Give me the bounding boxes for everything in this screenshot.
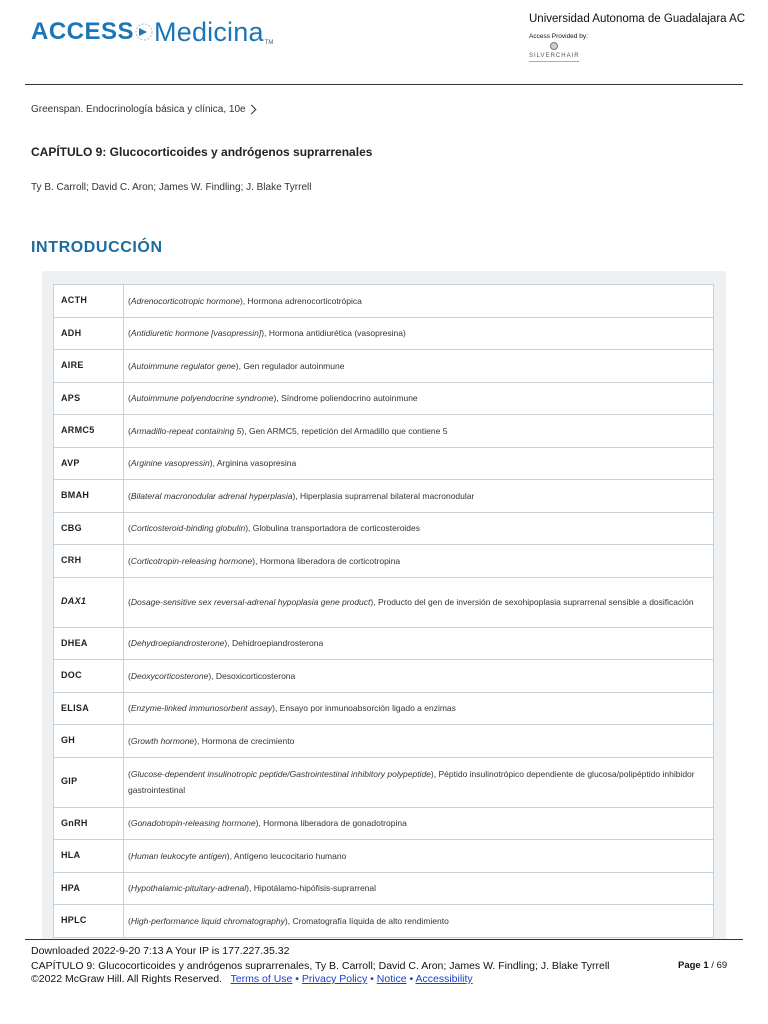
definition-english: Human leukocyte antigen <box>130 850 227 861</box>
definition-spanish: Gen ARMC5, repetición del Armadillo que contiene 5 <box>248 425 448 436</box>
table-row <box>54 905 714 938</box>
definition-spanish: Hormona liberadora de gonadotropina <box>263 818 407 829</box>
chevron-right-icon <box>246 105 256 115</box>
abbr-cell: CRH <box>54 545 124 578</box>
definition-english: Growth hormone <box>130 735 195 746</box>
abbr-cell: ADH <box>54 317 124 350</box>
definition-spanish: Arginina vasopresina <box>216 458 297 469</box>
link-separator: • <box>292 973 302 985</box>
silverchair-logo <box>529 41 585 65</box>
page-current: 1 <box>703 960 709 971</box>
definition-english: Corticosteroid-binding globulin <box>130 523 246 534</box>
copyright-text: ©2022 McGraw Hill. All Rights Reserved. <box>31 973 222 985</box>
definition-spanish: Hormona antidiurética (vasopresina) <box>268 328 406 339</box>
breadcrumb-book-link[interactable]: Greenspan. Endocrinología básica y clínica, 10e <box>31 104 246 115</box>
definition-english: Corticotropin-releasing hormone <box>130 555 253 566</box>
abbr-cell: GIP <box>54 757 124 807</box>
definition-spanish: Hormona liberadora de corticotropina <box>259 555 401 566</box>
definition-english: Armadillo-repeat containing 5 <box>130 425 242 436</box>
definition-spanish: Producto del gen de inversión de sexohipoplasia suprarrenal sensible a dosificación <box>377 596 694 607</box>
silverchair-icon <box>550 42 558 50</box>
header-divider <box>25 84 743 85</box>
logo-medicina-text: Medicina <box>154 16 264 47</box>
definition-spanish: Hormona de crecimiento <box>201 735 295 746</box>
privacy-policy-link[interactable]: Privacy Policy <box>301 973 368 985</box>
definition-cell: (Gonadotropin-releasing hormone), Hormona liberadora de gonadotropina <box>124 807 714 840</box>
definition-cell: (Autoimmune polyendocrine syndrome), Síndrome poliendocrino autoinmune <box>124 382 714 415</box>
abbreviations-table <box>53 284 714 938</box>
definition-spanish: Desoxicorticosterona <box>215 670 296 681</box>
abbr-cell: ARMC5 <box>54 415 124 448</box>
definition-cell: (Hypothalamic-pituitary-adrenal), Hipotálamo-hipófisis-suprarrenal <box>124 872 714 905</box>
definition-english: Arginine vasopressin <box>130 458 210 469</box>
abbr-cell: HPA <box>54 872 124 905</box>
logo-tm-mark: TM <box>264 40 274 46</box>
definition-english: High-performance liquid chromatography <box>130 915 285 926</box>
citation: CAPÍTULO 9: Glucocorticoides y andrógenos suprarrenales, Ty B. Carroll; David C. Aron; James W. Findling; J. Blake Tyrrell <box>31 960 610 972</box>
abbr-cell: ELISA <box>54 692 124 725</box>
abbr-cell: DHEA <box>54 627 124 660</box>
definition-cell: (Glucose-dependent insulinotropic peptide/Gastrointestinal inhibitory polypeptide), Péptido insulinotrópico dependiente de glucosa/polipéptido inhibidor gastrointestinal <box>124 757 714 807</box>
definition-spanish: Globulina transportadora de corticosteroides <box>252 523 421 534</box>
abbr-cell: ACTH <box>54 285 124 318</box>
table-row <box>54 692 714 725</box>
table-row <box>54 480 714 513</box>
definition-cell: (Bilateral macronodular adrenal hyperplasia), Hiperplasia suprarrenal bilateral macronodular <box>124 480 714 513</box>
table-row <box>54 415 714 448</box>
institution-name: Universidad Autonoma de Guadalajara AC <box>529 13 746 25</box>
definition-english: Dosage-sensitive sex reversal-adrenal hypoplasia gene product <box>130 596 371 607</box>
page-total: / 69 <box>711 960 728 971</box>
definition-cell: (Dosage-sensitive sex reversal-adrenal hypoplasia gene product), Producto del gen de inversión de sexohipoplasia suprarrenal sensible a dosificación <box>124 577 714 627</box>
table-row <box>54 285 714 318</box>
table-row <box>54 317 714 350</box>
section-title: INTRODUCCIÓN <box>31 239 163 256</box>
page-label: Page <box>678 960 701 971</box>
table-row <box>54 577 714 627</box>
table-row <box>54 840 714 873</box>
table-row <box>54 660 714 693</box>
definition-spanish: Hiperplasia suprarrenal bilateral macronodular <box>300 490 475 501</box>
definition-spanish: Síndrome poliendocrino autoinmune <box>281 393 418 404</box>
page-indicator <box>678 960 727 971</box>
definition-cell: (Adrenocorticotropic hormone), Hormona adrenocorticotrópica <box>124 285 714 318</box>
definition-english: Enzyme-linked immunosorbent assay <box>130 703 273 714</box>
table-row <box>54 725 714 758</box>
link-separator: • <box>406 973 416 985</box>
table-row <box>54 350 714 383</box>
table-row <box>54 545 714 578</box>
logo-arrow-icon <box>135 19 153 45</box>
definition-spanish: Dehidroepiandrosterona <box>231 638 324 649</box>
chapter-title: CAPÍTULO 9: Glucocorticoides y andrógenos suprarrenales <box>31 145 373 159</box>
abbreviations-panel <box>42 271 726 939</box>
page-footer <box>0 939 768 1024</box>
definition-spanish: Péptido insulinotrópico dependiente de glucosa/polipéptido inhibidor gastrointestinal <box>128 768 695 795</box>
abbr-cell: APS <box>54 382 124 415</box>
definition-english: Adrenocorticotropic hormone <box>130 295 240 306</box>
definition-cell: (Human leukocyte antigen), Antígeno leucocitario humano <box>124 840 714 873</box>
definition-english: Glucose-dependent insulinotropic peptide/Gastrointestinal inhibitory polypeptide <box>130 768 431 779</box>
definition-english: Autoimmune polyendocrine syndrome <box>130 393 274 404</box>
abbr-cell: GH <box>54 725 124 758</box>
abbr-cell: DOC <box>54 660 124 693</box>
definition-cell: (Corticosteroid-binding globulin), Globulina transportadora de corticosteroides <box>124 512 714 545</box>
definition-english: Dehydroepiandrosterone <box>130 638 225 649</box>
link-separator: • <box>367 973 377 985</box>
table-row <box>54 447 714 480</box>
definition-spanish: Gen regulador autoinmune <box>243 360 345 371</box>
definition-english: Autoimmune regulator gene <box>130 360 236 371</box>
definition-english: Deoxycorticosterone <box>130 670 209 681</box>
definition-cell: (High-performance liquid chromatography), Cromatografía líquida de alto rendimiento <box>124 905 714 938</box>
definition-spanish: Cromatografía líquida de alto rendimiento <box>292 915 449 926</box>
table-row <box>54 872 714 905</box>
logo-access-text: ACCESS <box>31 18 135 45</box>
table-row <box>54 512 714 545</box>
definition-cell: (Corticotropin-releasing hormone), Hormona liberadora de corticotropina <box>124 545 714 578</box>
definition-cell: (Arginine vasopressin), Arginina vasopresina <box>124 447 714 480</box>
definition-english: Hypothalamic-pituitary-adrenal <box>130 883 247 894</box>
definition-cell: (Autoimmune regulator gene), Gen regulador autoinmune <box>124 350 714 383</box>
silverchair-underline <box>529 61 579 62</box>
definition-spanish: Hormona adrenocorticotrópica <box>247 295 362 306</box>
definition-spanish: Ensayo por inmunoabsorción ligado a enzimas <box>279 703 456 714</box>
download-info: Downloaded 2022-9-20 7:13 A Your IP is 177.227.35.32 <box>31 945 290 957</box>
abbr-cell: AVP <box>54 447 124 480</box>
abbr-cell: DAX1 <box>54 577 124 627</box>
definition-english: Gonadotropin-releasing hormone <box>130 818 256 829</box>
notice-link[interactable]: Notice <box>376 973 407 985</box>
definition-cell: (Enzyme-linked immunosorbent assay), Ensayo por inmunoabsorción ligado a enzimas <box>124 692 714 725</box>
silverchair-wordmark: SILVERCHAIR <box>529 53 580 59</box>
table-row <box>54 757 714 807</box>
abbr-cell: CBG <box>54 512 124 545</box>
table-row <box>54 627 714 660</box>
accessmedicina-logo[interactable] <box>31 12 273 52</box>
access-provided-label: Access Provided by: <box>529 33 588 40</box>
definition-cell: (Antidiuretic hormone [vasopressin]), Hormona antidiurética (vasopresina) <box>124 317 714 350</box>
definition-cell: (Growth hormone), Hormona de crecimiento <box>124 725 714 758</box>
table-row <box>54 807 714 840</box>
footer-divider <box>25 939 743 940</box>
abbr-cell: BMAH <box>54 480 124 513</box>
copyright-line <box>31 973 473 985</box>
definition-cell: (Armadillo-repeat containing 5), Gen ARMC5, repetición del Armadillo que contiene 5 <box>124 415 714 448</box>
definition-cell: (Deoxycorticosterone), Desoxicorticosterona <box>124 660 714 693</box>
definition-english: Antidiuretic hormone [vasopressin] <box>130 328 262 339</box>
definition-spanish: Antígeno leucocitario humano <box>233 850 347 861</box>
page-header <box>0 0 768 86</box>
definition-english: Bilateral macronodular adrenal hyperplasia <box>130 490 293 501</box>
abbr-cell: HPLC <box>54 905 124 938</box>
chapter-authors: Ty B. Carroll; David C. Aron; James W. Findling; J. Blake Tyrrell <box>31 182 312 193</box>
abbr-cell: HLA <box>54 840 124 873</box>
definition-cell: (Dehydroepiandrosterone), Dehidroepiandrosterona <box>124 627 714 660</box>
accessibility-link[interactable]: Accessibility <box>415 973 473 985</box>
terms-of-use-link[interactable]: Terms of Use <box>230 973 293 985</box>
abbr-cell: AIRE <box>54 350 124 383</box>
abbr-cell: GnRH <box>54 807 124 840</box>
breadcrumb[interactable] <box>31 104 255 115</box>
table-row <box>54 382 714 415</box>
definition-spanish: Hipotálamo-hipófisis-suprarrenal <box>253 883 377 894</box>
